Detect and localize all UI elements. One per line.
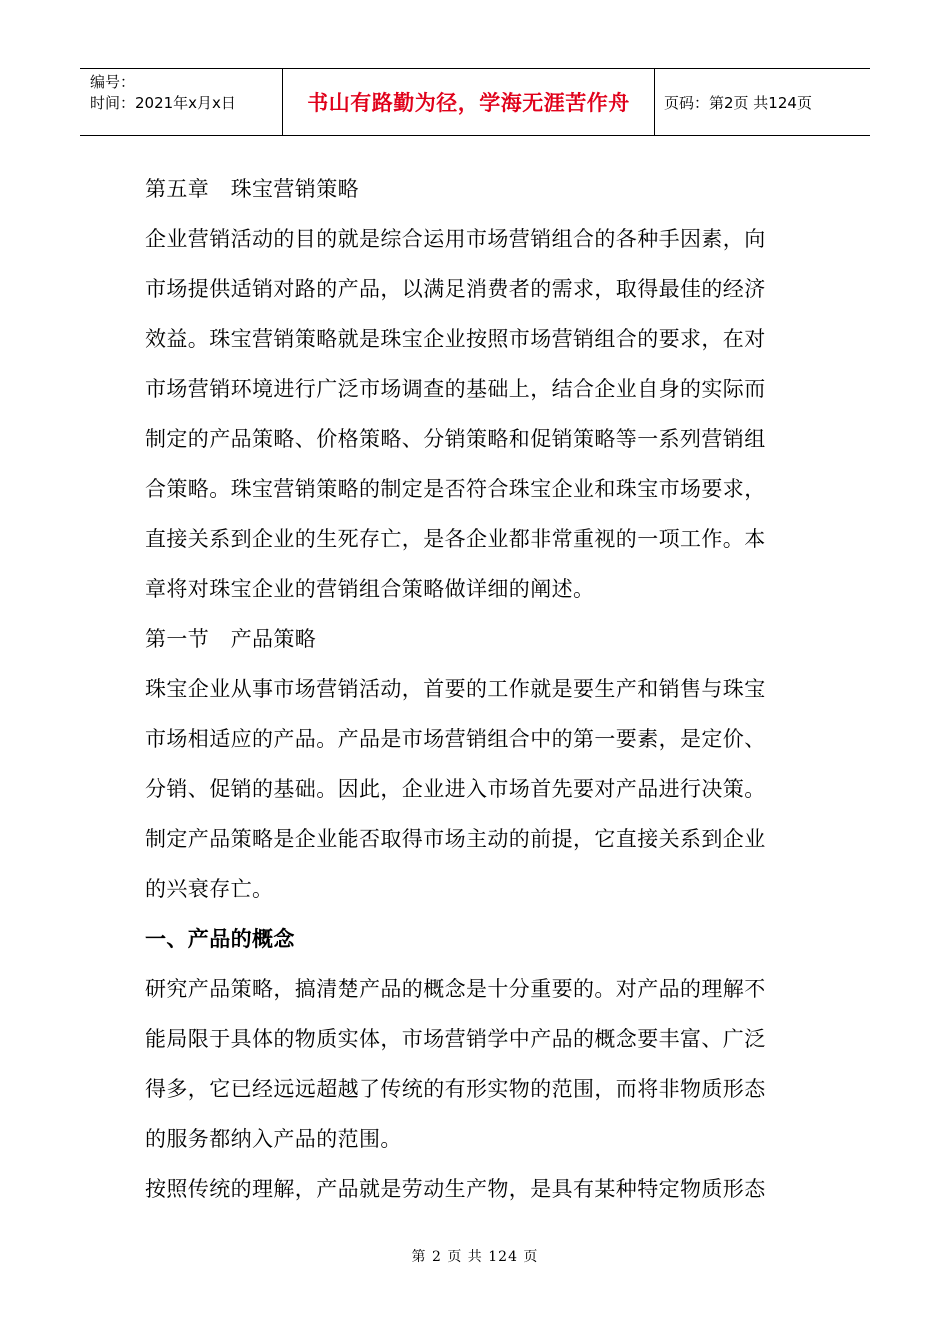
text-line: 研究产品策略，搞清楚产品的概念是十分重要的。对产品的理解不 — [145, 977, 766, 1001]
text-line: 分销、促销的基础。因此，企业进入市场首先要对产品进行决策。 — [145, 777, 766, 801]
text-line: 效益。珠宝营销策略就是珠宝企业按照市场营销组合的要求，在对 — [145, 327, 766, 351]
text-line: 市场提供适销对路的产品，以满足消费者的需求，取得最佳的经济 — [145, 277, 766, 301]
text-line: 章将对珠宝企业的营销组合策略做详细的阐述。 — [145, 577, 595, 601]
text-line: 的服务都纳入产品的范围。 — [145, 1127, 402, 1151]
text-line: 第一节 产品策略 — [145, 627, 317, 651]
header-meta — [80, 69, 282, 135]
page-footer: 第 2 页 共 124 页 — [411, 1249, 539, 1265]
text-line: 合策略。珠宝营销策略的制定是否符合珠宝企业和珠宝市场要求， — [145, 477, 766, 501]
header-motto: 书山有路勤为径，学海无涯苦作舟 — [282, 69, 655, 135]
text-line: 市场营销环境进行广泛市场调查的基础上，结合企业自身的实际而 — [145, 377, 766, 401]
text-line: 珠宝企业从事市场营销活动，首要的工作就是要生产和销售与珠宝 — [145, 677, 766, 701]
text-line: 得多，它已经远远超越了传统的有形实物的范围，而将非物质形态 — [145, 1077, 766, 1101]
text-line: 的兴衰存亡。 — [145, 877, 274, 901]
text-line: 按照传统的理解，产品就是劳动生产物，是具有某种特定物质形态 — [145, 1177, 766, 1201]
page-header — [80, 68, 870, 136]
header-page-info: 页码：第2页 共124页 — [664, 93, 812, 112]
text-line: 企业营销活动的目的就是综合运用市场营销组合的各种手因素，向 — [145, 227, 766, 251]
text-line: 直接关系到企业的生死存亡，是各企业都非常重视的一项工作。本 — [145, 527, 766, 551]
document-number-label: 编号： — [90, 73, 136, 91]
text-line: 制定产品策略是企业能否取得市场主动的前提，它直接关系到企业 — [145, 827, 766, 851]
text-line: 制定的产品策略、价格策略、分销策略和促销策略等一系列营销组 — [145, 427, 766, 451]
document-time-label: 时间：2021年x月x日 — [90, 94, 236, 112]
text-line: 能局限于具体的物质实体，市场营销学中产品的概念要丰富、广泛 — [145, 1027, 766, 1051]
text-line: 第五章 珠宝营销策略 — [145, 177, 359, 201]
section-heading: 一、产品的概念 — [145, 927, 295, 951]
text-line: 市场相适应的产品。产品是市场营销组合中的第一要素，是定价、 — [145, 727, 766, 751]
document-body — [145, 164, 810, 1214]
